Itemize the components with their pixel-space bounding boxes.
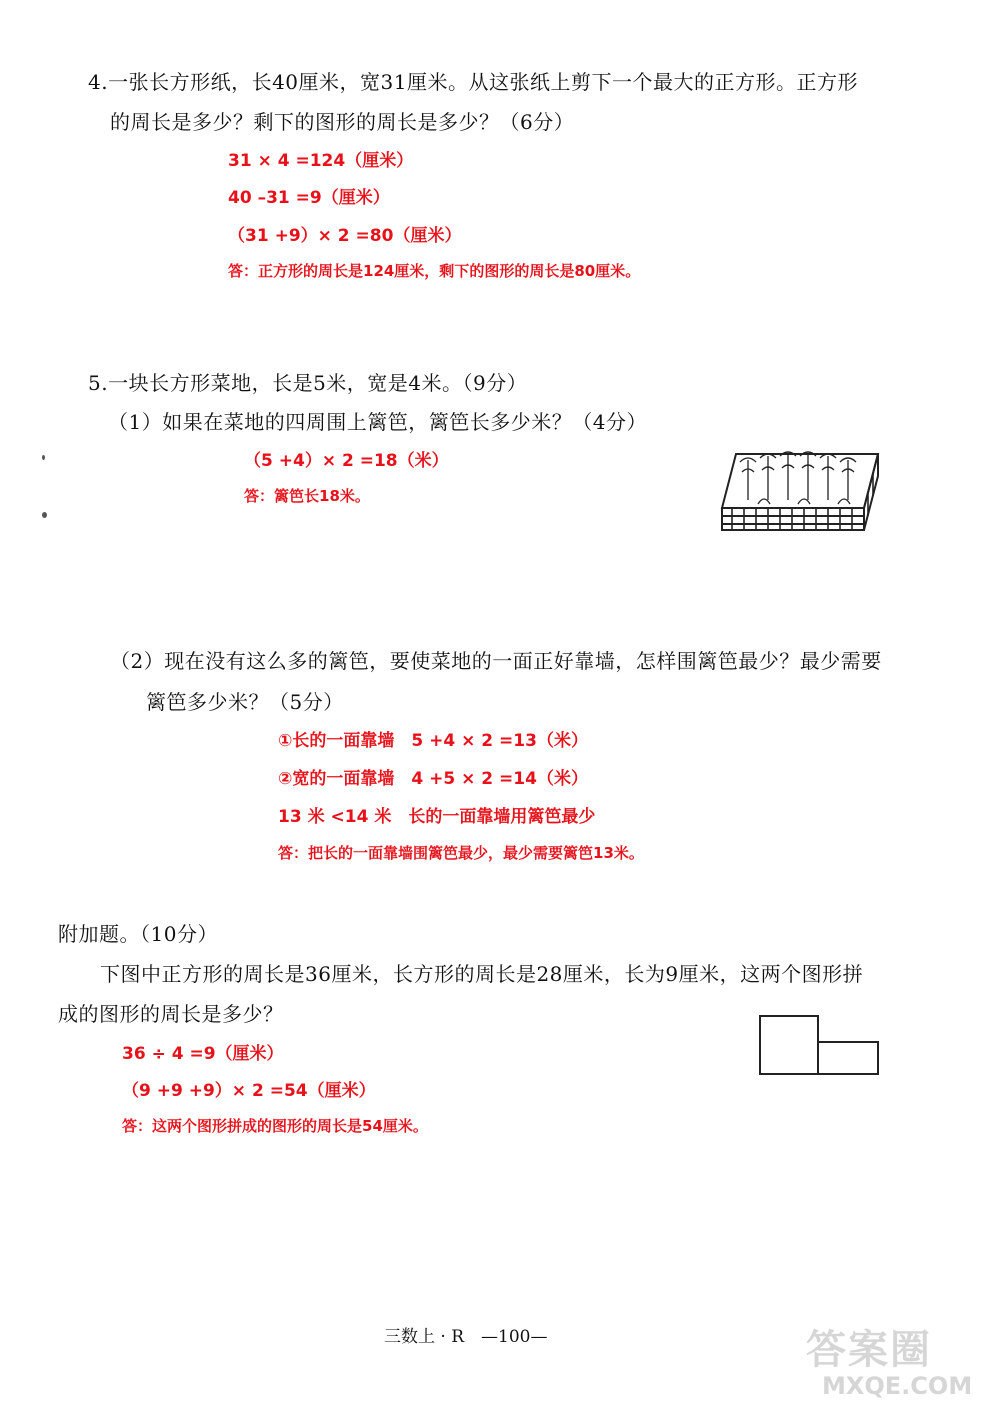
bonus-work-1: 36 ÷ 4 =9（厘米） [122,1044,284,1064]
q5-p2-question-line1: （2）现在没有这么多的篱笆，要使菜地的一面正好靠墙，怎样围篱笆最少？最少需要 [110,649,882,673]
q4-work-1: 31 × 4 =124（厘米） [228,151,414,171]
q5-p2-work-1: ①长的一面靠墙 5 +4 × 2 =13（米） [278,731,588,751]
q5-p1-question: （1）如果在菜地的四周围上篱笆，篱笆长多少米？（4分） [108,410,647,434]
q4-work-3: （31 +9）× 2 =80（厘米） [228,226,462,246]
q5-p1-answer: 答：篱笆长18米。 [244,487,370,505]
square-and-rectangle-figure [758,1014,882,1078]
q5-p2-answer: 答：把长的一面靠墙围篱笆最少，最少需要篱笆13米。 [278,844,644,862]
bonus-text-line2: 成的图形的周长是多少？ [58,1002,284,1026]
bonus-work-2: （9 +9 +9）× 2 =54（厘米） [122,1081,376,1101]
q4-work-2: 40 –31 =9（厘米） [228,188,390,208]
page-footer: 三数上 · R —100— [384,1327,548,1347]
scan-speck [42,512,47,518]
bonus-answer: 答：这两个图形拼成的图形的周长是54厘米。 [122,1117,428,1135]
q5-p2-question-line2: 篱笆多少米？（5分） [146,690,344,714]
bonus-title: 附加题。（10分） [58,922,218,946]
fenced-garden-illustration [718,440,882,536]
square-shape [760,1016,818,1074]
scan-speck [42,455,45,460]
q4-text-line1: 4.一张长方形纸，长40厘米，宽31厘米。从这张纸上剪下一个最大的正方形。正方形 [88,70,858,94]
q4-answer: 答：正方形的周长是124厘米，剩下的图形的周长是80厘米。 [228,262,641,280]
watermark-logo: 答案圈 [806,1327,932,1373]
bonus-text-line1: 下图中正方形的周长是36厘米，长方形的周长是28厘米，长为9厘米，这两个图形拼 [100,962,864,986]
q5-p2-work-3: 13 米 <14 米 长的一面靠墙用篱笆最少 [278,807,596,827]
q5-title: 5.一块长方形菜地，长是5米，宽是4米。（9分） [88,371,528,395]
rectangle-shape [818,1042,878,1074]
watermark-url: MXQE.COM [822,1372,973,1400]
q5-p1-work: （5 +4）× 2 =18（米） [244,451,449,471]
q4-text-line2: 的周长是多少？剩下的图形的周长是多少？（6分） [110,110,575,134]
q5-p2-work-2: ②宽的一面靠墙 4 +5 × 2 =14（米） [278,769,588,789]
